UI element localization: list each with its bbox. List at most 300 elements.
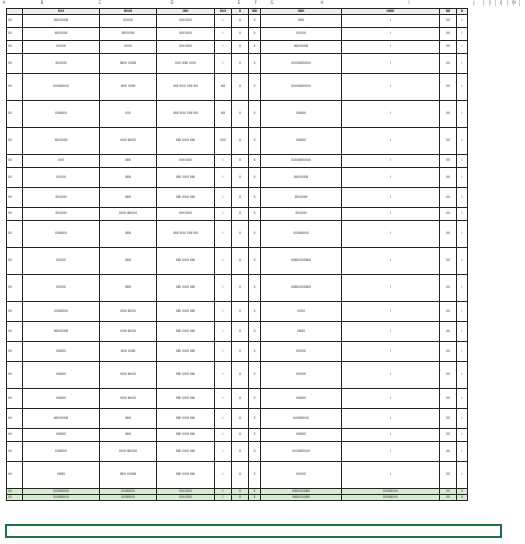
table-cell[interactable]: ll — [232, 362, 249, 389]
table-cell[interactable]: l — [457, 41, 468, 54]
table-cell[interactable]: l — [215, 302, 232, 322]
table-cell[interactable]: l — [457, 302, 468, 322]
table-cell[interactable]: llllllllllll — [23, 54, 100, 74]
table-cell[interactable]: llllllllll — [23, 168, 100, 188]
table-cell[interactable]: l — [215, 41, 232, 54]
table-cell[interactable]: l — [215, 275, 232, 302]
table-cell[interactable]: l — [457, 462, 468, 489]
table-cell[interactable]: llllll lllllll — [157, 155, 215, 168]
table-cell[interactable]: llllll lllllll llllll — [157, 322, 215, 342]
table-cell[interactable]: ll — [232, 322, 249, 342]
table-cell[interactable]: llllll — [100, 101, 157, 128]
table-cell[interactable]: lllllllllllllllllll — [261, 442, 342, 462]
table-cell[interactable]: lllllllllllllllll — [261, 409, 342, 429]
header-cell[interactable]: lllllll — [342, 9, 440, 15]
table-cell[interactable]: llll — [7, 188, 23, 208]
column-letter[interactable]: E — [237, 0, 241, 5]
table-cell[interactable]: l — [457, 409, 468, 429]
table-row[interactable] — [7, 409, 468, 429]
table-cell[interactable]: lllllll — [100, 221, 157, 248]
table-cell[interactable]: llll — [440, 15, 457, 28]
table-cell[interactable]: llll — [440, 389, 457, 409]
table-cell[interactable]: lllllllllllllllllllll — [261, 74, 342, 101]
table-cell[interactable]: l — [342, 442, 440, 462]
table-cell[interactable]: llll — [440, 302, 457, 322]
table-cell[interactable]: llll — [7, 442, 23, 462]
table-cell[interactable]: llllllllllllllll — [342, 495, 440, 501]
table-row[interactable] — [7, 248, 468, 275]
table-cell[interactable]: llllllllllll — [261, 208, 342, 221]
table-cell[interactable]: l — [457, 15, 468, 28]
table-cell[interactable]: lllllll — [100, 409, 157, 429]
table-cell[interactable]: llllll lllllll — [157, 489, 215, 495]
table-cell[interactable]: ll — [232, 41, 249, 54]
table-cell[interactable]: ll — [232, 101, 249, 128]
table-cell[interactable]: l — [457, 389, 468, 409]
table-cell[interactable]: llllll lllllll — [157, 208, 215, 221]
table-cell[interactable]: llllllllllllllllllll — [261, 489, 342, 495]
table-row[interactable] — [7, 302, 468, 322]
table-row[interactable] — [7, 188, 468, 208]
table-cell[interactable]: lllllllllll — [23, 429, 100, 442]
table-cell[interactable]: l — [342, 128, 440, 155]
table-cell[interactable]: l — [342, 342, 440, 362]
table-cell[interactable]: l — [215, 15, 232, 28]
table-cell[interactable]: llllll lllllll — [157, 28, 215, 41]
table-row[interactable] — [7, 495, 468, 501]
table-cell[interactable]: llll — [440, 248, 457, 275]
data-grid[interactable] — [6, 8, 468, 501]
table-cell[interactable]: l — [215, 429, 232, 442]
table-cell[interactable]: l — [342, 275, 440, 302]
table-cell[interactable]: ll — [232, 54, 249, 74]
column-letter[interactable]: K — [488, 0, 492, 5]
table-cell[interactable]: lllllllllll — [261, 389, 342, 409]
column-letter[interactable]: D — [170, 0, 174, 5]
table-cell[interactable]: llll — [440, 342, 457, 362]
table-cell[interactable]: l — [457, 188, 468, 208]
table-row[interactable] — [7, 221, 468, 248]
header-cell[interactable]: llllll — [261, 9, 342, 15]
table-cell[interactable]: llllllll — [100, 41, 157, 54]
table-cell[interactable]: ll — [232, 495, 249, 501]
table-cell[interactable]: llll — [440, 208, 457, 221]
table-cell[interactable]: ll — [249, 155, 261, 168]
table-cell[interactable]: llll — [7, 128, 23, 155]
table-cell[interactable]: ll — [232, 128, 249, 155]
table-row[interactable] — [7, 322, 468, 342]
table-cell[interactable]: llllllllllll — [23, 188, 100, 208]
header-cell[interactable]: lllll — [157, 9, 215, 15]
table-cell[interactable]: llll — [7, 155, 23, 168]
column-letter[interactable]: A — [2, 0, 6, 5]
table-cell[interactable]: ll — [249, 28, 261, 41]
table-cell[interactable]: l — [342, 248, 440, 275]
table-cell[interactable]: llllll lllllll llllll — [157, 409, 215, 429]
table-cell[interactable]: l — [457, 248, 468, 275]
table-cell[interactable]: l — [215, 155, 232, 168]
table-cell[interactable]: lllllll lllllllll — [100, 362, 157, 389]
table-cell[interactable]: llllllllll — [261, 362, 342, 389]
table-cell[interactable]: lllllllllllll — [23, 221, 100, 248]
table-cell[interactable]: llll — [440, 489, 457, 495]
column-letter[interactable]: F — [254, 0, 258, 5]
table-cell[interactable]: llllllllllllll — [23, 28, 100, 41]
table-cell[interactable]: l — [215, 168, 232, 188]
table-cell[interactable]: ll — [249, 208, 261, 221]
table-cell[interactable]: llll — [7, 168, 23, 188]
table-cell[interactable]: ll — [232, 168, 249, 188]
table-cell[interactable]: ll — [249, 101, 261, 128]
table-cell[interactable]: l — [215, 495, 232, 501]
table-cell[interactable]: lllllllllll — [261, 429, 342, 442]
table-cell[interactable]: lllllll lllllllllll — [100, 442, 157, 462]
table-cell[interactable]: llll — [440, 429, 457, 442]
table-cell[interactable]: llll — [7, 322, 23, 342]
table-cell[interactable]: lllllll lllllllll — [100, 302, 157, 322]
table-cell[interactable]: l — [457, 74, 468, 101]
table-cell[interactable]: ll — [249, 15, 261, 28]
column-letter[interactable]: B — [40, 0, 44, 5]
table-cell[interactable]: llllllllllllll — [100, 28, 157, 41]
table-cell[interactable]: llllllllll — [261, 462, 342, 489]
column-letter[interactable]: G — [270, 0, 274, 5]
table-cell[interactable]: ll — [232, 155, 249, 168]
table-cell[interactable]: l — [342, 389, 440, 409]
table-cell[interactable]: llll — [7, 362, 23, 389]
table-cell[interactable]: llllll lllllll llllll — [157, 389, 215, 409]
table-row[interactable] — [7, 442, 468, 462]
table-cell[interactable]: llll — [7, 221, 23, 248]
table-cell[interactable]: lllllllllll — [23, 389, 100, 409]
table-cell[interactable]: llllll — [23, 155, 100, 168]
table-row[interactable] — [7, 54, 468, 74]
table-cell[interactable]: llll — [7, 429, 23, 442]
table-row[interactable] — [7, 128, 468, 155]
table-cell[interactable]: ll — [249, 322, 261, 342]
table-cell[interactable]: ll — [232, 489, 249, 495]
header-cell[interactable]: ll — [457, 9, 468, 15]
table-cell[interactable]: l — [457, 28, 468, 41]
table-cell[interactable]: lllllll llllllll — [100, 342, 157, 362]
header-cell[interactable]: lllll — [215, 9, 232, 15]
column-letter[interactable]: H — [320, 0, 324, 5]
table-cell[interactable]: lllllll lllllllll — [100, 322, 157, 342]
table-cell[interactable]: l — [342, 168, 440, 188]
table-cell[interactable]: lllllllll — [23, 462, 100, 489]
table-cell[interactable]: l — [342, 41, 440, 54]
table-cell[interactable]: llllll lllllll llllll — [157, 462, 215, 489]
table-cell[interactable]: ll — [457, 489, 468, 495]
header-cell[interactable]: ll — [232, 9, 249, 15]
table-cell[interactable]: lllllllllllll — [23, 442, 100, 462]
table-cell[interactable]: lllll — [215, 74, 232, 101]
table-cell[interactable]: lllllll lllllllllll — [100, 208, 157, 221]
table-cell[interactable]: llllll lllllll llllll lllll — [157, 74, 215, 101]
table-cell[interactable]: l — [457, 442, 468, 462]
table-cell[interactable]: l — [457, 221, 468, 248]
table-cell[interactable]: l — [457, 155, 468, 168]
table-cell[interactable]: ll — [249, 41, 261, 54]
table-cell[interactable]: lllllllllllllllllllll — [261, 155, 342, 168]
table-cell[interactable]: llll — [440, 362, 457, 389]
column-letter[interactable]: C — [98, 0, 102, 5]
table-cell[interactable]: llll — [7, 248, 23, 275]
table-cell[interactable]: lllllll — [261, 15, 342, 28]
table-cell[interactable]: llllllllllllll — [23, 128, 100, 155]
table-cell[interactable]: llllll — [215, 128, 232, 155]
table-cell[interactable]: lllllll — [100, 168, 157, 188]
table-row[interactable] — [7, 74, 468, 101]
table-cell[interactable]: ll — [232, 28, 249, 41]
column-letter[interactable]: I — [408, 0, 410, 5]
table-cell[interactable]: llll — [440, 28, 457, 41]
table-cell[interactable]: ll — [249, 188, 261, 208]
table-cell[interactable]: llllll lllllll — [157, 15, 215, 28]
table-cell[interactable]: llllllllll — [23, 248, 100, 275]
table-cell[interactable]: llllll lllllll llllll — [157, 128, 215, 155]
table-cell[interactable]: llllllllllllllll — [23, 409, 100, 429]
table-cell[interactable]: l — [215, 54, 232, 74]
table-cell[interactable]: l — [215, 462, 232, 489]
table-cell[interactable]: l — [342, 208, 440, 221]
table-cell[interactable]: l — [457, 275, 468, 302]
table-cell[interactable]: ll — [232, 248, 249, 275]
table-cell[interactable]: llll — [440, 462, 457, 489]
table-cell[interactable]: ll — [232, 409, 249, 429]
table-cell[interactable]: lllllllll — [261, 322, 342, 342]
table-cell[interactable]: ll — [249, 128, 261, 155]
table-cell[interactable]: ll — [249, 275, 261, 302]
table-cell[interactable]: l — [457, 208, 468, 221]
table-cell[interactable]: llllll lllllll llllll — [157, 248, 215, 275]
table-cell[interactable]: llll — [440, 128, 457, 155]
table-cell[interactable]: llll — [440, 188, 457, 208]
table-cell[interactable]: lllllllllll — [23, 342, 100, 362]
table-cell[interactable]: ll — [232, 442, 249, 462]
table-cell[interactable]: llll — [7, 302, 23, 322]
table-cell[interactable]: l — [457, 362, 468, 389]
table-cell[interactable]: llll — [7, 489, 23, 495]
table-cell[interactable]: llll — [7, 389, 23, 409]
table-cell[interactable]: l — [342, 429, 440, 442]
table-row[interactable] — [7, 155, 468, 168]
table-cell[interactable]: ll — [232, 275, 249, 302]
table-cell[interactable]: ll — [232, 188, 249, 208]
table-cell[interactable]: llllll lllllll llllll — [157, 362, 215, 389]
table-cell[interactable]: lllllll lllllllll — [100, 389, 157, 409]
table-row[interactable] — [7, 28, 468, 41]
table-cell[interactable]: llllll lllllll llllll lllll — [157, 101, 215, 128]
table-cell[interactable]: ll — [249, 362, 261, 389]
table-cell[interactable]: llllllllllllllll — [23, 322, 100, 342]
header-cell[interactable]: lllllll — [100, 9, 157, 15]
table-cell[interactable]: lllllll — [100, 248, 157, 275]
table-row[interactable] — [7, 275, 468, 302]
table-cell[interactable]: llll — [440, 409, 457, 429]
table-cell[interactable]: llll — [7, 74, 23, 101]
table-cell[interactable]: llll — [7, 54, 23, 74]
table-cell[interactable]: ll — [249, 489, 261, 495]
table-cell[interactable]: lllllll — [100, 429, 157, 442]
header-cell[interactable]: lllll — [23, 9, 100, 15]
table-cell[interactable]: l — [342, 221, 440, 248]
table-cell[interactable]: llll — [440, 54, 457, 74]
table-cell[interactable]: l — [215, 342, 232, 362]
table-cell[interactable]: lllllllllllllll — [100, 495, 157, 501]
table-cell[interactable]: l — [342, 74, 440, 101]
table-cell[interactable]: lllllllllllllllll — [23, 489, 100, 495]
table-cell[interactable]: ll — [249, 462, 261, 489]
table-cell[interactable]: llll — [7, 208, 23, 221]
table-cell[interactable]: llllllll — [261, 302, 342, 322]
table-cell[interactable]: l — [457, 429, 468, 442]
table-row[interactable] — [7, 15, 468, 28]
table-cell[interactable]: ll — [249, 409, 261, 429]
table-cell[interactable]: l — [215, 389, 232, 409]
table-cell[interactable]: llllllllllllllll — [261, 168, 342, 188]
table-cell[interactable]: llllllllllllllllllllll — [261, 275, 342, 302]
table-cell[interactable]: ll — [232, 74, 249, 101]
table-row[interactable] — [7, 389, 468, 409]
table-cell[interactable]: llllll lllllll llllll — [157, 429, 215, 442]
table-cell[interactable]: lllllllllllllllll — [261, 221, 342, 248]
table-cell[interactable]: llllllllll — [100, 15, 157, 28]
table-cell[interactable]: llll — [7, 28, 23, 41]
table-cell[interactable]: ll — [249, 389, 261, 409]
table-cell[interactable]: l — [457, 342, 468, 362]
table-cell[interactable]: l — [215, 489, 232, 495]
table-cell[interactable]: l — [215, 362, 232, 389]
table-cell[interactable]: llllll lllllll llllll — [157, 342, 215, 362]
table-cell[interactable]: l — [215, 208, 232, 221]
table-row[interactable] — [7, 168, 468, 188]
table-cell[interactable]: lllll — [215, 101, 232, 128]
table-cell[interactable]: l — [457, 128, 468, 155]
table-cell[interactable]: l — [457, 101, 468, 128]
table-cell[interactable]: l — [342, 462, 440, 489]
table-cell[interactable]: llllllllll — [23, 41, 100, 54]
table-cell[interactable]: ll — [232, 221, 249, 248]
table-cell[interactable]: llll — [7, 41, 23, 54]
header-cell[interactable]: llll — [440, 9, 457, 15]
table-cell[interactable]: ll — [232, 15, 249, 28]
table-cell[interactable]: ll — [232, 208, 249, 221]
table-cell[interactable]: lllllllllllll — [23, 101, 100, 128]
table-cell[interactable]: llllll lllllll llllll — [157, 442, 215, 462]
table-cell[interactable]: llll — [7, 101, 23, 128]
table-cell[interactable]: l — [215, 221, 232, 248]
table-cell[interactable]: llllllllll — [23, 275, 100, 302]
table-cell[interactable]: llll — [7, 15, 23, 28]
table-cell[interactable]: llll — [440, 155, 457, 168]
table-cell[interactable]: ll — [232, 462, 249, 489]
table-cell[interactable]: llllll lllllll llllll — [157, 302, 215, 322]
table-cell[interactable]: lllllll lllllllll — [100, 128, 157, 155]
table-cell[interactable]: lllllll llllllll — [100, 74, 157, 101]
table-cell[interactable]: ll — [457, 495, 468, 501]
table-cell[interactable]: llllllllllllllllllllll — [261, 248, 342, 275]
table-cell[interactable]: llll — [440, 442, 457, 462]
table-cell[interactable]: l — [342, 302, 440, 322]
table-cell[interactable]: llllllll lllllllll — [100, 54, 157, 74]
table-cell[interactable]: llllllllll — [261, 28, 342, 41]
table-cell[interactable]: ll — [232, 302, 249, 322]
table-cell[interactable]: lllllllllll — [261, 128, 342, 155]
table-cell[interactable]: l — [342, 362, 440, 389]
header-cell[interactable]: lllll — [249, 9, 261, 15]
table-cell[interactable]: l — [342, 101, 440, 128]
table-cell[interactable]: ll — [249, 221, 261, 248]
table-cell[interactable]: lllllllllllllll — [100, 489, 157, 495]
table-cell[interactable]: ll — [249, 442, 261, 462]
table-cell[interactable]: llll — [440, 74, 457, 101]
table-cell[interactable]: l — [342, 54, 440, 74]
table-cell[interactable]: llll — [440, 168, 457, 188]
table-cell[interactable]: lllllllllllllllll — [23, 74, 100, 101]
table-cell[interactable]: llll — [440, 101, 457, 128]
table-cell[interactable]: l — [457, 54, 468, 74]
table-cell[interactable]: llll — [7, 409, 23, 429]
table-cell[interactable]: llllllllllllll — [261, 188, 342, 208]
table-cell[interactable]: ll — [249, 54, 261, 74]
table-cell[interactable]: llllllllllll — [23, 208, 100, 221]
table-cell[interactable]: lllllll — [100, 188, 157, 208]
table-cell[interactable]: l — [215, 409, 232, 429]
table-cell[interactable]: ll — [232, 342, 249, 362]
table-cell[interactable]: llllllllllllllllllll — [261, 495, 342, 501]
table-cell[interactable]: ll — [249, 495, 261, 501]
table-cell[interactable]: lllllll — [100, 275, 157, 302]
table-cell[interactable]: l — [342, 28, 440, 41]
table-cell[interactable]: llllll lllllll llllll — [157, 168, 215, 188]
table-cell[interactable]: ll — [232, 429, 249, 442]
table-cell[interactable]: llllllllllllllll — [23, 15, 100, 28]
table-cell[interactable]: llllllllllllllll — [261, 41, 342, 54]
table-cell[interactable]: lllllllllllllllll — [23, 495, 100, 501]
table-cell[interactable]: llll — [440, 41, 457, 54]
table-cell[interactable]: lllllll llllllllll — [100, 462, 157, 489]
table-cell[interactable]: ll — [249, 168, 261, 188]
table-cell[interactable]: l — [215, 442, 232, 462]
table-cell[interactable]: llll — [440, 322, 457, 342]
table-cell[interactable]: lllllllllll — [261, 101, 342, 128]
table-cell[interactable]: llll — [440, 221, 457, 248]
table-cell[interactable]: llll — [7, 342, 23, 362]
table-cell[interactable]: llllllllll — [261, 342, 342, 362]
table-cell[interactable]: ll — [249, 74, 261, 101]
table-cell[interactable]: lllllll — [100, 155, 157, 168]
column-letter[interactable]: L — [499, 0, 503, 5]
table-cell[interactable]: ll — [249, 429, 261, 442]
table-cell[interactable]: l — [215, 248, 232, 275]
table-cell[interactable]: l — [215, 188, 232, 208]
table-cell[interactable]: llllll lllllll llllll — [157, 275, 215, 302]
table-cell[interactable]: ll — [249, 302, 261, 322]
table-cell[interactable]: llllll lllllll — [157, 495, 215, 501]
table-cell[interactable]: llllll lllllll llllll lllll — [157, 221, 215, 248]
table-row[interactable] — [7, 208, 468, 221]
table-cell[interactable]: llll — [7, 275, 23, 302]
table-cell[interactable]: llll — [7, 462, 23, 489]
table-cell[interactable]: llll — [7, 495, 23, 501]
table-cell[interactable]: l — [342, 155, 440, 168]
table-cell[interactable]: llllll lllllll — [157, 41, 215, 54]
table-cell[interactable]: l — [342, 322, 440, 342]
column-letter[interactable]: J — [473, 0, 475, 5]
table-cell[interactable]: llll — [440, 275, 457, 302]
table-cell[interactable]: l — [342, 409, 440, 429]
